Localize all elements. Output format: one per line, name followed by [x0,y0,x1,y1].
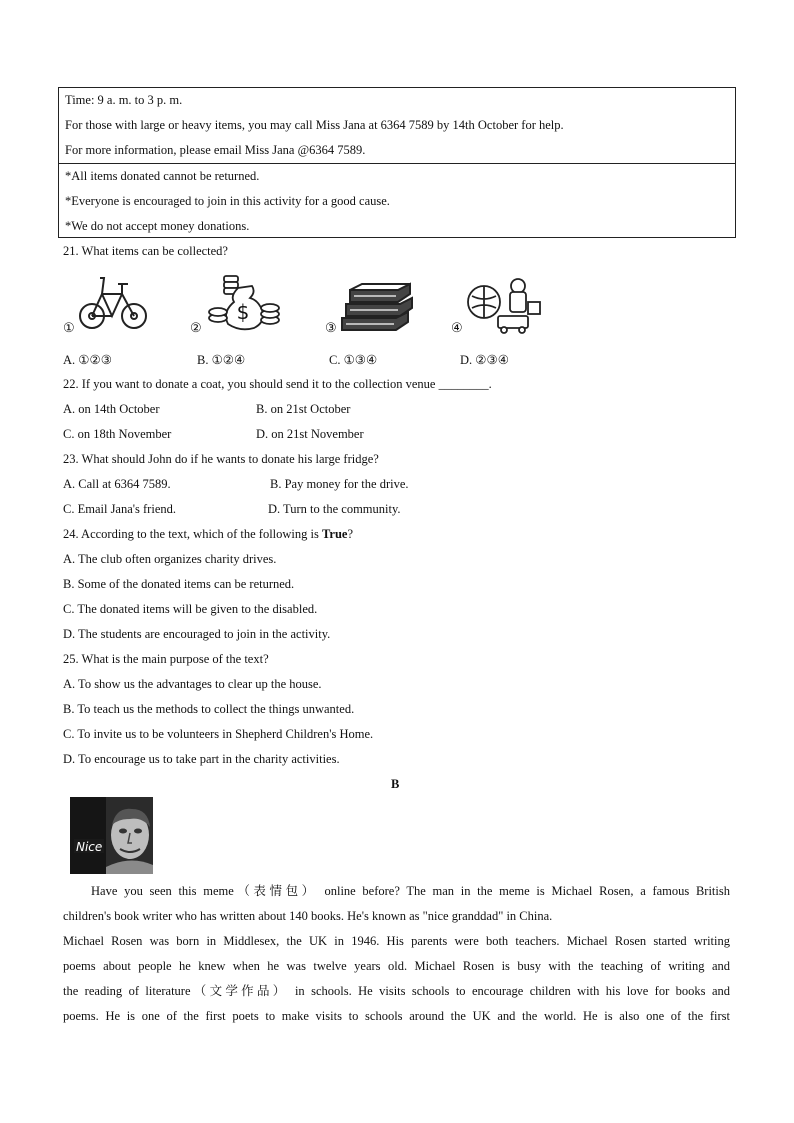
question-24-true: True [321,527,348,541]
svg-text:$: $ [236,300,250,324]
q23-option-a: A. Call at 6364 7589. [63,477,171,491]
q24-option-d: D. The students are encouraged to join in the activity. [63,627,331,641]
question-25: 25. What is the main purpose of the text? [63,652,269,666]
bicycle-icon [72,272,154,334]
question-21: 21. What items can be collected? [63,244,228,258]
notice-time: Time: 9 a. m. to 3 p. m. [65,93,183,107]
paragraph-intro [63,879,730,904]
question-24 [63,527,353,542]
notice-box [58,87,736,238]
section-heading-b: B [391,777,400,791]
q22-option-c: C. on 18th November [63,427,172,441]
money-bag-icon [200,272,282,334]
q21-option-b: B. ①②④ [197,353,246,367]
q23-option-d: D. Turn to the community. [268,502,401,516]
q22-option-d: D. on 21st November [256,427,364,441]
q25-option-b: B. To teach us the methods to collect the things unwanted. [63,702,355,716]
meme-photo [70,797,153,874]
question-23: 23. What should John do if he wants to donate his large fridge? [63,452,379,466]
notice-divider [59,163,735,164]
picture-number-4: ④ [451,320,463,335]
picture-number-2: ② [190,320,202,335]
notice-rule-everyone: *Everyone is encouraged to join in this activity for a good cause. [65,194,390,208]
paragraph-bio-line-4: poems. He is one of the first poets to make visits to schools around the UK and the world. He is also one of the first [63,1009,730,1023]
paragraph-intro-cont [63,904,730,929]
q23-option-b: B. Pay money for the drive. [270,477,409,491]
picture-number-3: ③ [325,320,337,335]
q21-option-a: A. ①②③ [63,353,112,367]
question-24-prefix: 24. According to the text, which of the following is [63,527,322,541]
q23-option-c: C. Email Jana's friend. [63,502,176,516]
q25-option-a: A. To show us the advantages to clear up the house. [63,677,322,691]
paragraph-biography [63,929,730,1029]
paragraph-intro-line-2: children's book writer who has written about 140 books. He's known as "nice granddad" in China. [63,909,553,923]
q22-option-a: A. on 14th October [63,402,160,416]
books-icon [336,272,418,334]
notice-heavy-items: For those with large or heavy items, you may call Miss Jana at 6364 7589 by 14th October for help. [65,118,564,132]
meme-caption: Nice [76,840,103,854]
q24-option-a: A. The club often organizes charity drives. [63,552,277,566]
notice-rule-money: *We do not accept money donations. [65,219,250,233]
toys-icon [462,272,544,334]
paragraph-bio-line-3: the reading of literature（文学作品） in schools. He visits schools to encourage children with his love for books and [63,984,730,998]
q21-option-d: D. ②③④ [460,353,509,367]
picture-number-1: ① [63,320,75,335]
question-22: 22. If you want to donate a coat, you should send it to the collection venue ________. [63,377,492,391]
q25-option-d: D. To encourage us to take part in the charity activities. [63,752,340,766]
question-24-suffix: ? [347,527,354,541]
notice-rule-returns: *All items donated cannot be returned. [65,169,260,183]
q24-option-c: C. The donated items will be given to the disabled. [63,602,318,616]
paragraph-bio-line-2: poems about people he knew when he was twelve years old. Michael Rosen is busy with the teaching of writing and [63,959,730,973]
q24-option-b: B. Some of the donated items can be returned. [63,577,295,591]
q25-option-c: C. To invite us to be volunteers in Shepherd Children's Home. [63,727,374,741]
notice-email: For more information, please email Miss Jana @6364 7589. [65,143,366,157]
q22-option-b: B. on 21st October [256,402,351,416]
paragraph-intro-line-1: Have you seen this meme（表情包） online before? The man in the meme is Michael Rosen, a famous British [91,884,730,898]
paragraph-bio-line-1: Michael Rosen was born in Middlesex, the UK in 1946. His parents were both teachers. Michael Rosen started writing [63,934,730,948]
q21-option-c: C. ①③④ [329,353,378,367]
